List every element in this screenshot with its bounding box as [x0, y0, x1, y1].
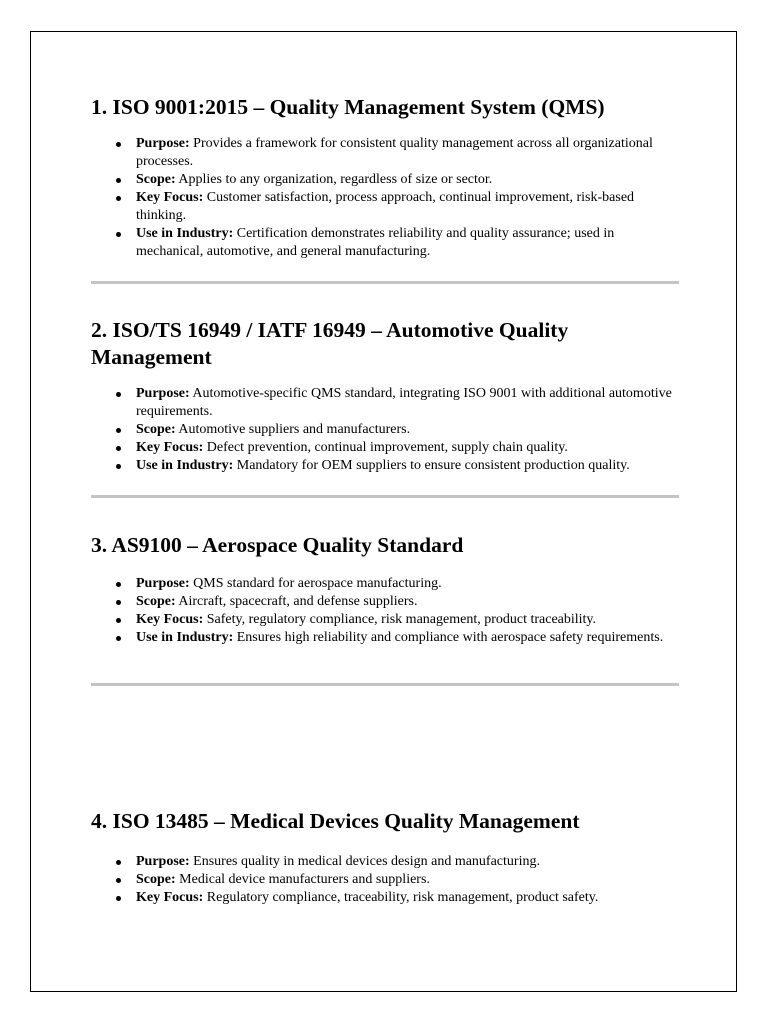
section-heading: 1. ISO 9001:2015 – Quality Management System (QMS)	[91, 95, 605, 119]
bullet-icon	[116, 896, 121, 901]
section-divider	[91, 281, 679, 284]
list-item: Key Focus: Safety, regulatory compliance, risk management, product traceability.	[91, 611, 679, 629]
bullet-icon	[116, 464, 121, 469]
bullet-list	[91, 135, 679, 261]
section-divider	[91, 495, 679, 498]
bullet-icon	[116, 860, 121, 865]
section-heading: 2. ISO/TS 16949 / IATF 16949 – Automotive Quality Management	[91, 318, 569, 369]
list-item: Purpose: QMS standard for aerospace manufacturing.	[91, 575, 679, 593]
document-page	[30, 31, 737, 992]
section-divider	[91, 683, 679, 686]
bullet-icon	[116, 392, 121, 397]
bullet-icon	[116, 196, 121, 201]
bullet-icon	[116, 178, 121, 183]
bullet-list	[91, 385, 679, 475]
list-item: Scope: Aircraft, spacecraft, and defense suppliers.	[91, 593, 679, 611]
bullet-icon	[116, 428, 121, 433]
bullet-icon	[116, 232, 121, 237]
section-heading: 3. AS9100 – Aerospace Quality Standard	[91, 533, 464, 557]
bullet-icon	[116, 142, 121, 147]
section-heading: 4. ISO 13485 – Medical Devices Quality Management	[91, 809, 580, 833]
bullet-icon	[116, 582, 121, 587]
section-as9100	[91, 532, 679, 647]
bullet-list	[91, 853, 679, 907]
list-item: Key Focus: Regulatory compliance, traceability, risk management, product safety.	[91, 889, 679, 907]
section-iso-13485	[91, 808, 679, 907]
bullet-icon	[116, 618, 121, 623]
list-item: Purpose: Provides a framework for consistent quality management across all organizational processes.	[91, 135, 679, 171]
bullet-icon	[116, 878, 121, 883]
list-item: Scope: Automotive suppliers and manufacturers.	[91, 421, 679, 439]
bullet-icon	[116, 636, 121, 641]
bullet-icon	[116, 446, 121, 451]
bullet-list	[91, 575, 679, 647]
list-item: Purpose: Automotive-specific QMS standard, integrating ISO 9001 with additional automotive requirements.	[91, 385, 679, 421]
list-item: Scope: Medical device manufacturers and suppliers.	[91, 871, 679, 889]
list-item: Scope: Applies to any organization, regardless of size or sector.	[91, 171, 679, 189]
section-iatf-16949	[91, 317, 679, 475]
bullet-icon	[116, 600, 121, 605]
list-item: Use in Industry: Certification demonstrates reliability and quality assurance; used in mechanical, automotive, and general manufacturing.	[91, 225, 679, 261]
section-iso-9001	[91, 94, 679, 261]
list-item: Key Focus: Customer satisfaction, process approach, continual improvement, risk-based thinking.	[91, 189, 679, 225]
list-item: Use in Industry: Ensures high reliability and compliance with aerospace safety requirements.	[91, 629, 679, 647]
list-item: Key Focus: Defect prevention, continual improvement, supply chain quality.	[91, 439, 679, 457]
list-item: Purpose: Ensures quality in medical devices design and manufacturing.	[91, 853, 679, 871]
list-item: Use in Industry: Mandatory for OEM suppliers to ensure consistent production quality.	[91, 457, 679, 475]
